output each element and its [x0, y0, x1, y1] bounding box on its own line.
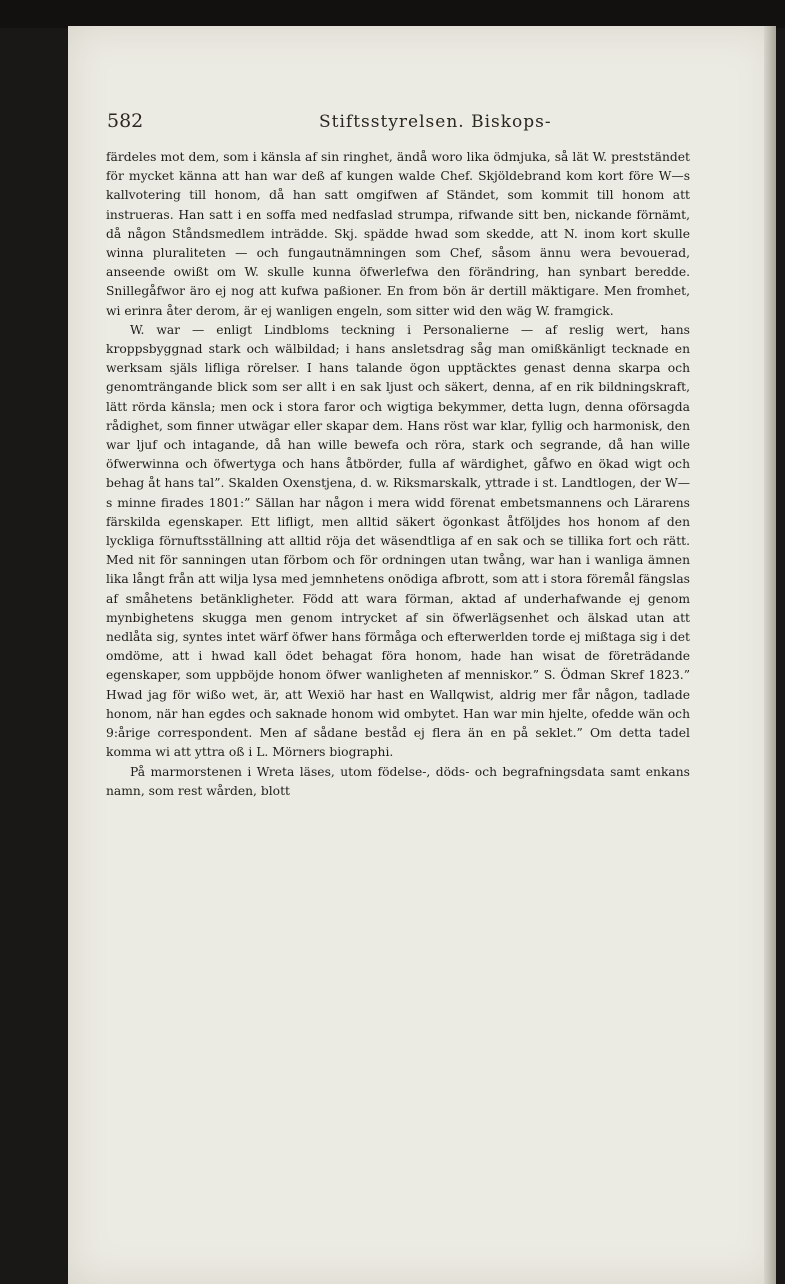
page-number: 582: [107, 110, 144, 132]
body-text: [106, 148, 690, 801]
paragraph: färdeles mot dem, som i känsla af sin ringhet, ändå woro lika ödmjuka, så lät W. prestständet för mycket känna att han war deß af kungen walde Chef. Skjöldebrand kom kort före W—s kallvotering till honom, då han satt omgifwen af Ständet, som kommit till honom att instrueras. Han satt i en soffa med nedfaslad strumpa, rifwande sitt ben, nickande förnämt, då någon Ståndsmedlem inträdde. Skj. spädde hwad som skedde, att N. inom kort skulle winna pluraliteten — och fungautnämningen som Chef, såsom ännu wera bevouerad, anseende owißt om W. skulle kunna öfwerlefwa den förändring, han synbart beredde. Snillegåfwor äro ej nog att kufwa paßioner. En from bön är dertill mäktigare. Men fromhet, wi erinra åter derom, är ej wanligen engeln, som sitter wid den wäg W. framgick.: [106, 150, 690, 318]
page-gutter: [764, 26, 776, 1284]
paragraph: På marmorstenen i Wreta läses, utom födelse-, döds- och begrafningsdata samt enkans namn, som rest wården, blott: [106, 764, 690, 798]
paragraph: W. war — enligt Lindbloms teckning i Personalierne — af reslig wert, hans kroppsbyggnad stark och wälbildad; i hans ansletsdrag såg man omißkänligt tecknade en werksam själs lifliga rörelser. I hans talande ögon upptäcktes genast denna skarpa och genomträngande blick som ser allt i en sak ljust och säkert, denna, af en rik bildningskraft, lätt rörda känsla; men ock i stora faror och wigtiga bekymmer, detta lugn, denna oförsagda rådighet, som finner utwägar eller skapar dem. Hans röst war klar, fyllig och harmonisk, den war ljuf och intagande, då han wille bewefa och röra, stark och segrande, då han wille öfwerwinna och öfwertyga och hans åtbörder, fulla af wärdighet, gåfwo en ökad wigt och behag åt hans tal”. Skalden Oxenstjena, d. w. Riksmarskalk, yttrade i st. Landtlogen, der W—s minne firades 1801:” Sällan har någon i mera widd förenat embetsmannens och Lärarens färskilda egenskaper. Ett lifligt, men alltid säkert ögonkast åtföljdes hos honom af den lyckliga förnuftsställning att alltid röja det wäsendtliga af en sak och se tillika fort och rätt. Med nit för sanningen utan förbom och för ordningen utan twång, war han i wanliga ämnen lika långt från att wilja lysa med jemnhetens onödiga afbrott, som att i stora föremål fängslas af småhetens betänkligheter. Född att wara förman, aktad af underhafwande ej genom mynbighetens skugga men genom intrycket af sin öfwerlägsenhet och älskad utan att nedlåta sig, syntes intet wärf öfwer hans förmåga och efterwerlden torde ej mißtaga sig i det omdöme, att i hwad kall ödet behagat föra honom, hade han wisat de företrädande egenskaper, som uppböjde honom öfwer wanligheten af menniskor.” S. Ödman Skref 1823.” Hwad jag för wißo wet, är, att Wexiö har hast en Wallqwist, aldrig mer får någon, tadlade honom, när han egdes och saknade honom wid ombytet. Han war min hjelte, ofedde wän och 9:årige correspondent. Men af sådane beståd ej flera än en på seklet.” Om detta tadel komma wi att yttra oß i L. Mörners biographi.: [106, 322, 690, 760]
running-head: Stiftsstyrelsen. Biskops-: [319, 112, 552, 132]
page-header: [107, 110, 697, 140]
scan-border: [0, 0, 785, 28]
